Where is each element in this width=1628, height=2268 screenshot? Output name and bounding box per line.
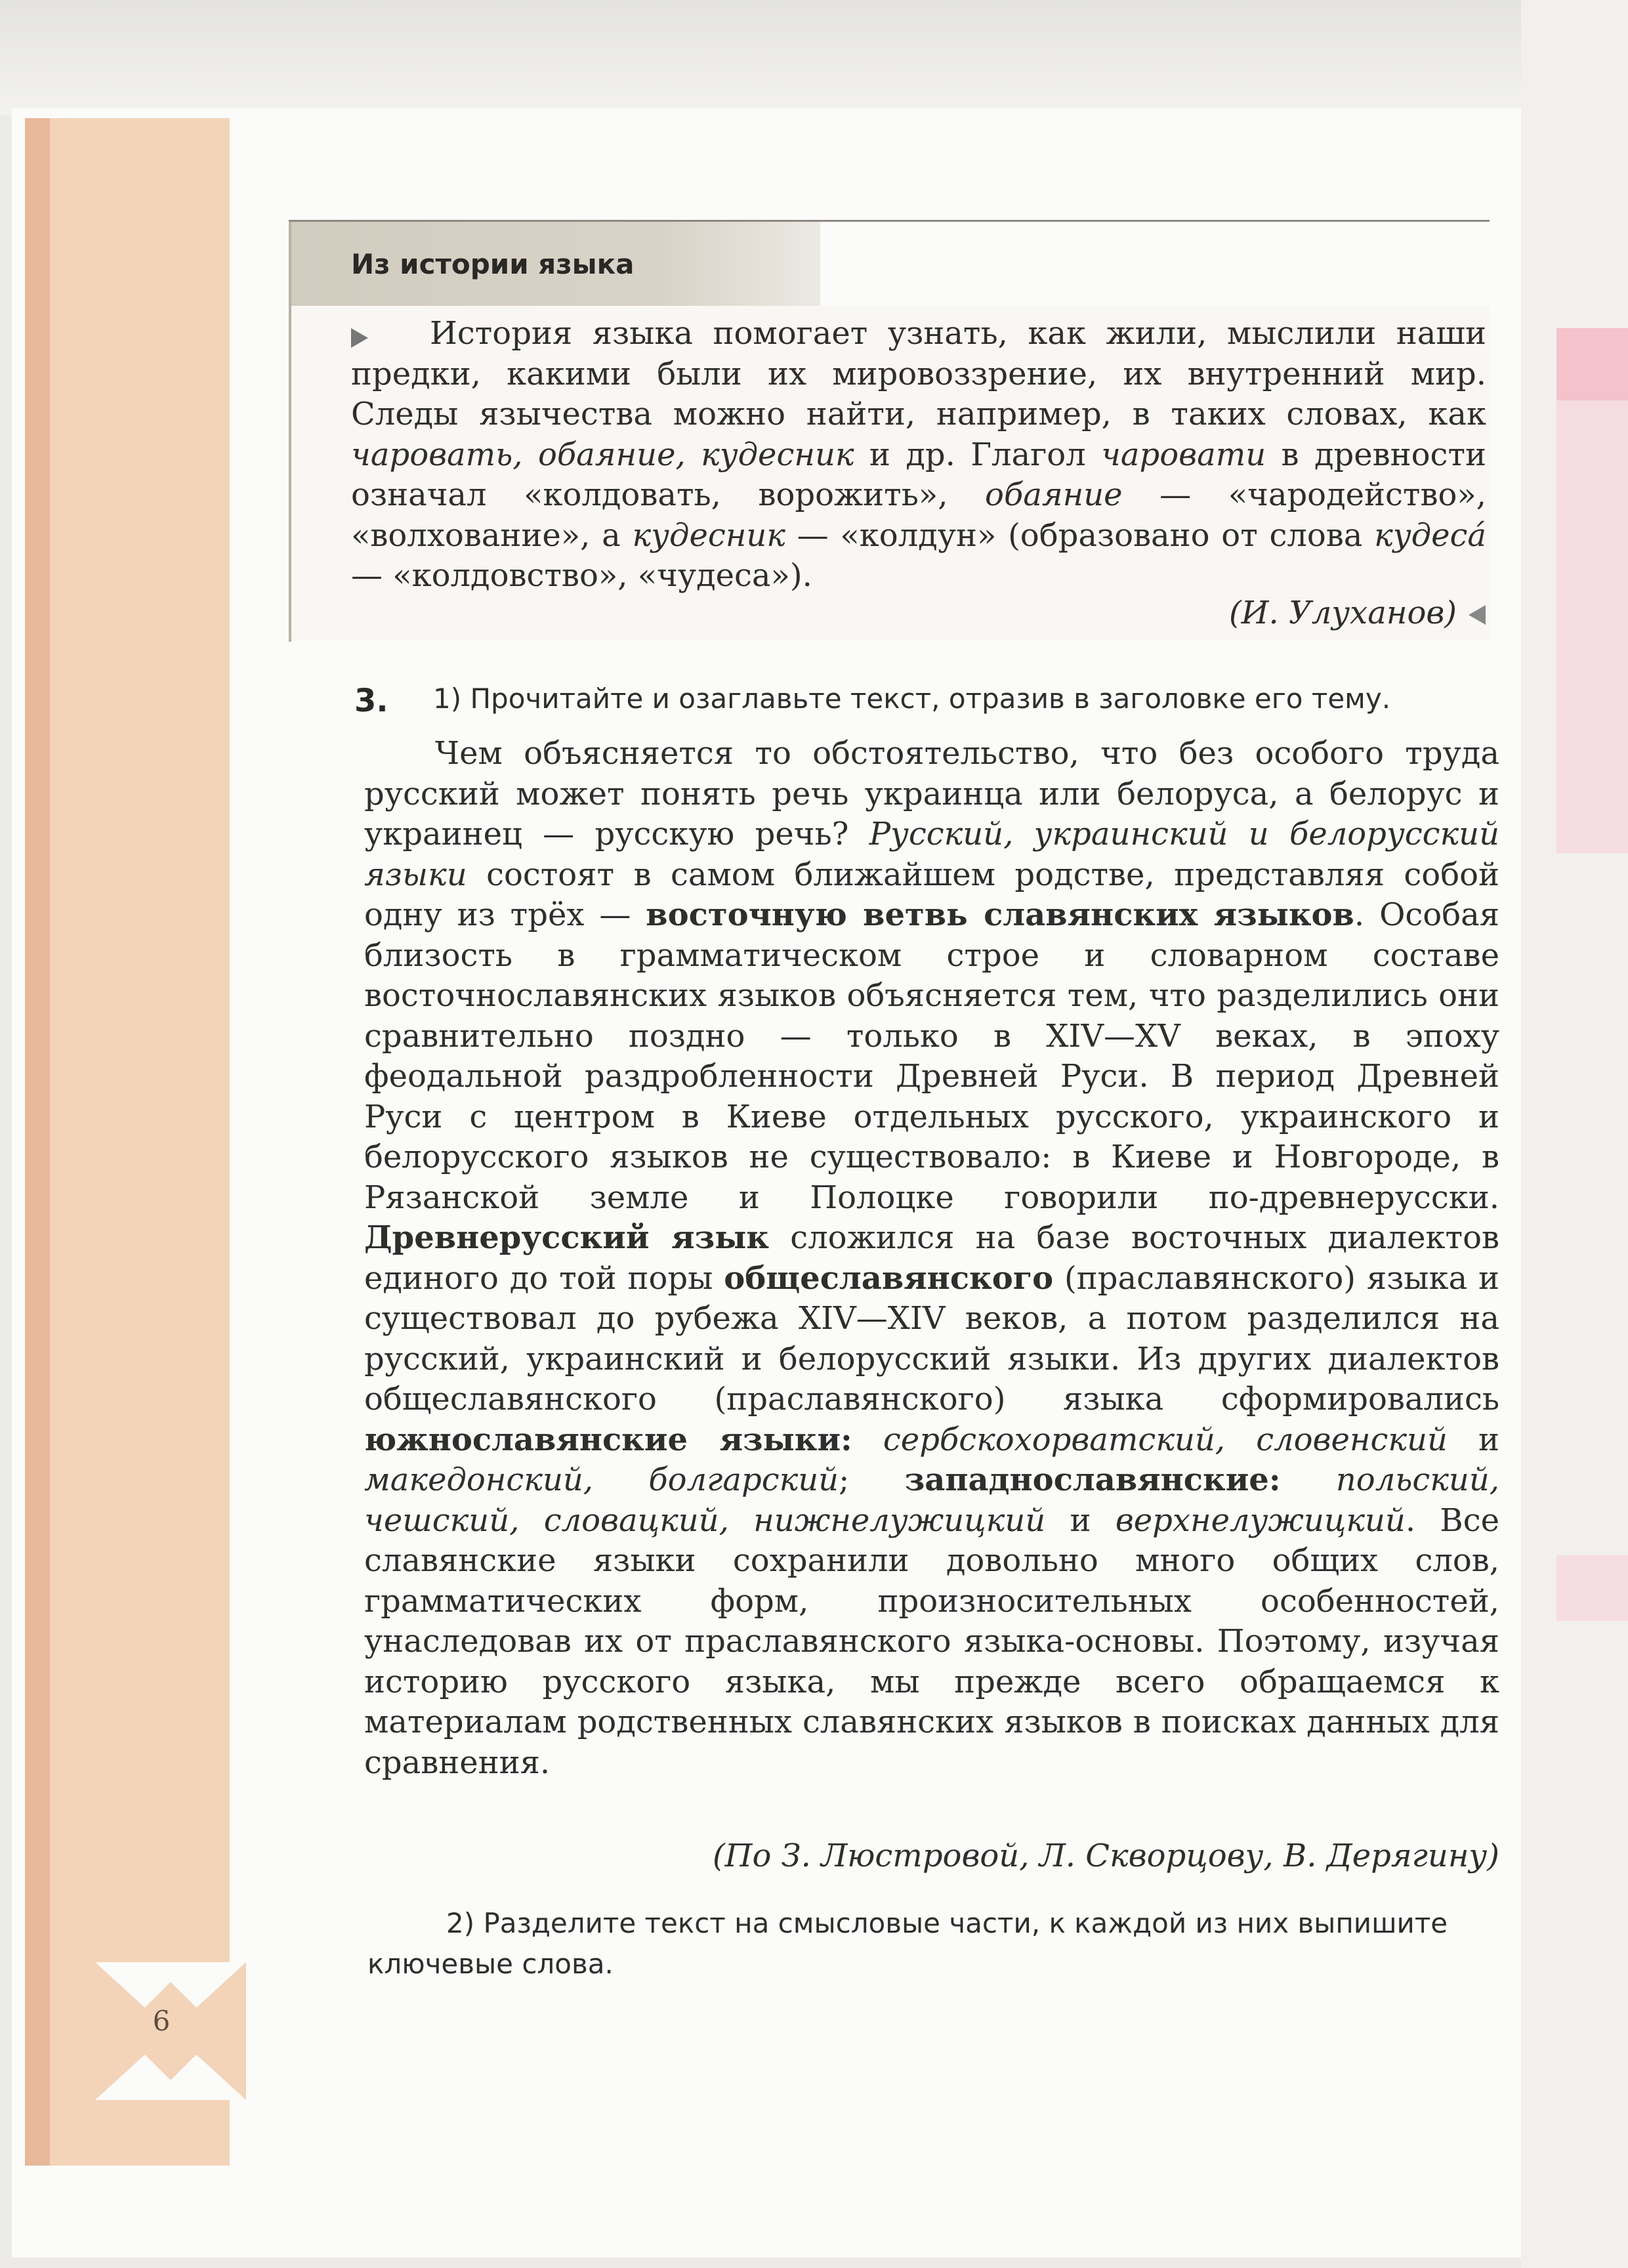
- history-box-text: [351, 314, 1486, 597]
- text-run: [1281, 1461, 1336, 1498]
- text-run: в древности означал «колдовать, ворожить»,: [351, 436, 1486, 513]
- page-number: 6: [152, 2005, 171, 2037]
- text-run: кудесник: [632, 516, 785, 554]
- exercise-task-2: 2) Разделите текст на смысловые части, к каждой из них выпишите ключевые слова.: [367, 1907, 1448, 1980]
- adjacent-page-pink-header: [1556, 328, 1628, 400]
- adjacent-page-pink-panel: [1556, 328, 1628, 853]
- history-box-title: Из истории языка: [351, 248, 635, 280]
- text-run: южнославянские языки:: [364, 1421, 852, 1458]
- text-run: . Особая близость в грамматическом строе и словарном составе восточнославянских языков объясняется тем, что разделились они сравнительно поздно — только в XIV—XV веках, в эпоху феодальной раздробленности Древней Руси. В период Древней Руси с центром в Киеве отдельных русского, украинского и белорусского языков не существовало: в Киеве и Новгороде, в Рязанской земле и Полоцке говорили по-древнерусски.: [364, 896, 1499, 1216]
- text-run: ;: [839, 1461, 905, 1498]
- text-run: восточную ветвь славянских языков: [646, 896, 1354, 933]
- exercise-number: 3.: [354, 682, 388, 719]
- exercise-text-author: (По З. Люстровой, Л. Скворцову, В. Дерягину): [712, 1838, 1499, 1874]
- text-run: чаровать, обаяние, кудесник: [351, 436, 854, 473]
- page-margin-band-edge: [25, 118, 50, 2166]
- text-run: верхнелужицкий: [1115, 1502, 1406, 1539]
- text-run: состоят в самом ближайшем родстве, представляя собой одну из трёх —: [364, 856, 1499, 933]
- text-run: Древнерусский язык: [364, 1219, 770, 1256]
- text-run: кудеса́: [1374, 516, 1486, 554]
- text-run: сербскохорватский, словенский: [883, 1421, 1448, 1458]
- text-run: — «чародейство», «волхование», а: [351, 476, 1486, 554]
- text-run: и: [1447, 1421, 1499, 1458]
- text-run: обаяние: [985, 476, 1123, 513]
- end-marker-icon: [1469, 605, 1486, 625]
- text-run: — «колдун» (образовано от слова: [785, 516, 1375, 554]
- exercise-task-1: 1) Прочитайте и озаглавьте текст, отразив в заголовке его тему.: [433, 682, 1391, 715]
- text-run: и др. Глагол: [854, 436, 1102, 473]
- text-run: чаровати: [1101, 436, 1266, 473]
- text-run: Чем объясняется то обстоятельство, что без особого труда русский может понять речь украинца или белоруса, а белорус и украинец — русскую речь?: [364, 735, 1499, 852]
- text-run: [852, 1421, 883, 1458]
- text-run: (праславянского) языка и существовал до рубежа XIV—XIV веков, а потом разделился на русский, украинский и белорусский языки. Из других диалектов общеславянского (праславянского) языка сформировались: [364, 1259, 1500, 1418]
- text-run: и: [1045, 1502, 1116, 1539]
- history-box-top-rule: [289, 220, 1490, 222]
- history-box-author: (И. Улуханов): [1228, 595, 1457, 631]
- text-run: общеславянского: [724, 1259, 1054, 1297]
- page-margin-band: [25, 118, 230, 2166]
- history-box-left-rule: [289, 222, 291, 642]
- text-run: польский, чешский, словацкий, нижнелужицкий: [364, 1461, 1500, 1539]
- text-run: История языка помогает узнать, как жили, мыслили наши предки, какими были их мировоззрение, их внутренний мир. Следы язычества можно найти, например, в таких словах, как: [351, 315, 1486, 432]
- adjacent-page-pink-band: [1556, 1555, 1628, 1621]
- exercise-text: [364, 734, 1499, 1783]
- text-run: македонский, болгарский: [364, 1461, 839, 1498]
- text-run: сложился на базе восточных диалектов единого до той поры: [364, 1219, 1500, 1297]
- text-run: западнославянские:: [904, 1461, 1281, 1498]
- text-run: — «колдовство», «чудеса»).: [351, 557, 812, 594]
- text-run: . Все славянские языки сохранили довольно много общих слов, грамматических форм, произносительных особенностей, унаследовав их от праславянского языка-основы. Поэтому, изучая историю русского языка, мы прежде всего обращаемся к материалам родственных славянских языков в поисках данных для сравнения.: [364, 1502, 1499, 1781]
- scan-top-shadow: [0, 0, 1628, 115]
- text-run: Русский, украинский и белорусский языки: [364, 816, 1500, 893]
